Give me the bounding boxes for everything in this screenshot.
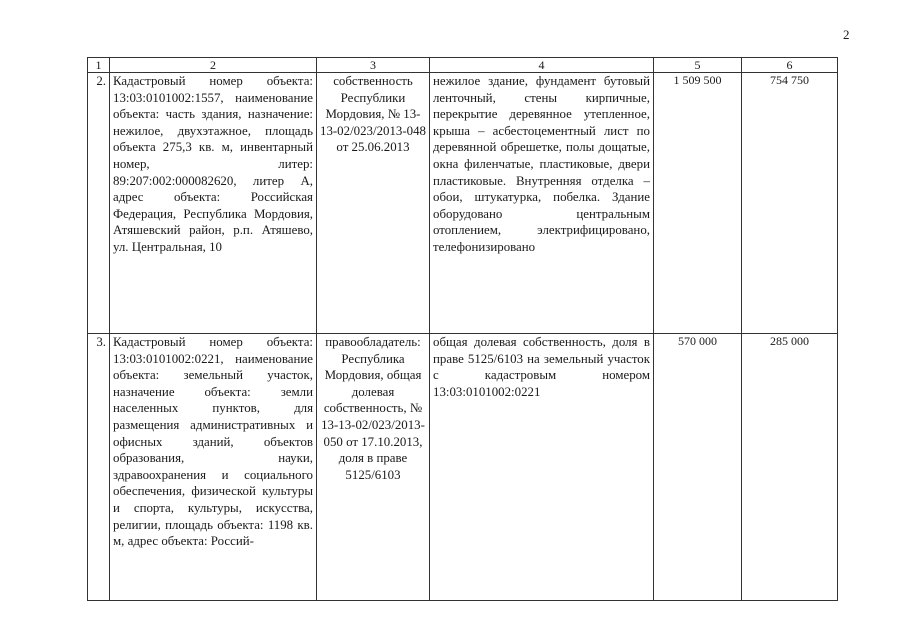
- object-description: Кадастровый номер объекта: 13:03:0101002:0221, наименование объекта: земельный участок, назначение объекта: земли населенных пунктов, для размещения административных и офисных зданий, объектов образования, науки, здравоохранения и социального обеспечения, физической культуры и спорта, культуры, искусства, религии, площадь объекта: 1198 кв. м, адрес объекта: Россий-: [110, 334, 317, 601]
- ownership-right: правообладатель: Республика Мордовия, общая долевая собственность, № 13-13-02/023/2013-050 от 17.10.2013, доля в праве 5125/6103: [317, 334, 430, 601]
- object-characteristics: общая долевая собственность, доля в праве 5125/6103 на земельный участок с кадастровым номером 13:03:0101002:0221: [430, 334, 654, 601]
- header-row: [88, 58, 838, 73]
- property-register-table: [87, 57, 838, 601]
- ownership-right: собственность Республики Мордовия, № 13-13-02/023/2013-048 от 25.06.2013: [317, 73, 430, 334]
- value-column-5: 1 509 500: [654, 73, 742, 334]
- column-header-3: 3: [317, 58, 430, 73]
- value-column-6: 754 750: [742, 73, 838, 334]
- column-header-1: 1: [88, 58, 110, 73]
- row-number: 2.: [88, 73, 110, 334]
- row-number: 3.: [88, 334, 110, 601]
- column-header-4: 4: [430, 58, 654, 73]
- column-header-6: 6: [742, 58, 838, 73]
- table-row: [88, 334, 838, 601]
- table-row: [88, 73, 838, 334]
- object-description: Кадастровый номер объекта: 13:03:0101002:1557, наименование объекта: часть здания, назначение: нежилое, двухэтажное, площадь объекта 275,3 кв. м, инвентарный номер, литер: 89:207:002:000082620, литер А, адрес объекта: Российская Федерация, Республика Мордовия, Атяшевский район, р.п. Атяшево, ул. Центральная, 10: [110, 73, 317, 334]
- column-header-5: 5: [654, 58, 742, 73]
- value-column-6: 285 000: [742, 334, 838, 601]
- column-header-2: 2: [110, 58, 317, 73]
- value-column-5: 570 000: [654, 334, 742, 601]
- page-number: 2: [843, 27, 850, 42]
- object-characteristics: нежилое здание, фундамент бутовый ленточный, стены кирпичные, перекрытие деревянное утепленное, крыша – асбестоцементный лист по деревянной обрешетке, полы дощатые, окна филенчатые, пластиковые, двери пластиковые. Внутренняя отделка – обои, штукатурка, побелка. Здание оборудовано центральным отоплением, электрифицировано, телефонизировано: [430, 73, 654, 334]
